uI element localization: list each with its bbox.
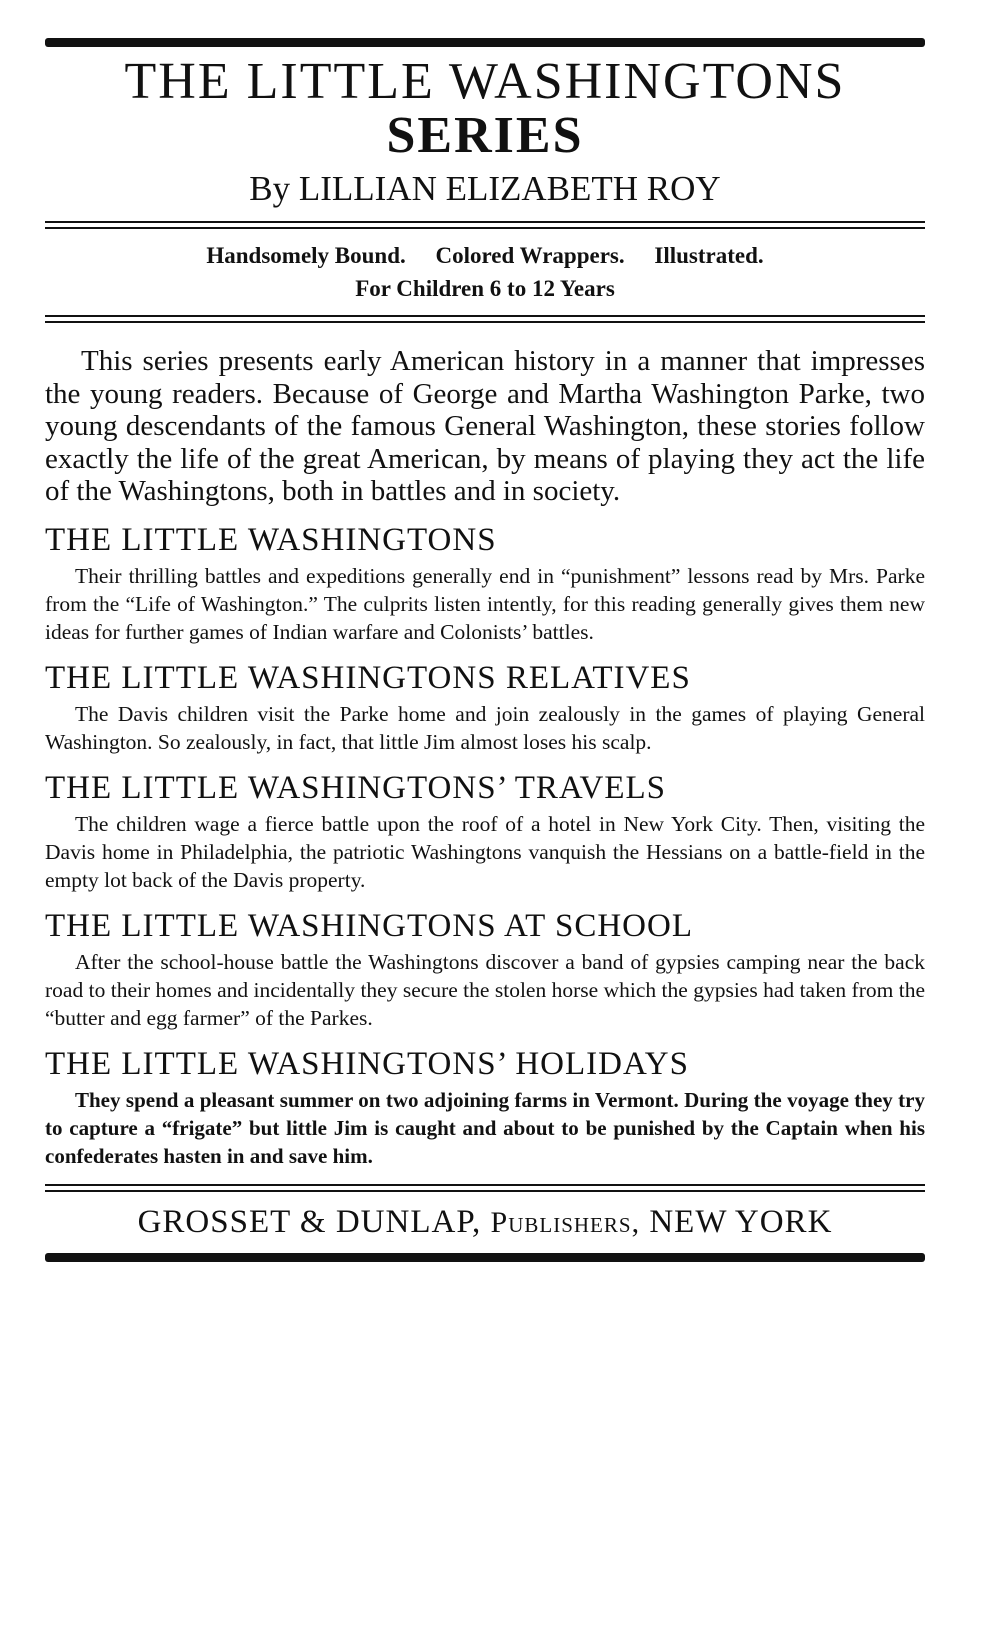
book-entry [45,906,925,1032]
top-heavy-rule [45,38,925,47]
series-subtitle: SERIES [386,107,584,164]
divider-rule [45,321,925,323]
book-entry [45,658,925,756]
series-title: THE LITTLE WASHINGTONS [124,53,846,110]
book-description: They spend a pleasant summer on two adjoining farms in Vermont. During the voyage they try to capture a “frigate” but little Jim is caught and about to be punished by the Captain when his confederates hasten in and save him. [45,1087,925,1168]
author-line: By LILLIAN ELIZABETH ROY [249,169,721,208]
feature-item: Handsomely Bound. [206,243,406,268]
series-intro: This series presents early American history in a manner that impresses the young readers. Because of George and Martha Washington Parke, two young descendants of the famous General Washington, these stories follow exactly the life of the great American, by means of playing they act the life of the Washingtons, both in battles and in society. [45,345,925,507]
book-description: Their thrilling battles and expeditions generally end in “punishment” lessons read by Mrs. Parke from the “Life of Washington.” The culprits listen intently, for this reading generally gives them new ideas for further games of Indian warfare and Colonists’ battles. [45,563,925,644]
book-title: THE LITTLE WASHINGTONS RELATIVES [45,659,691,696]
book-entry [45,520,925,646]
advertisement-page [45,38,925,1262]
book-description: The Davis children visit the Parke home and join zealously in the games of playing General Washington. So zealously, in fact, that little Jim almost loses his scalp. [45,701,925,754]
divider-rule [45,1190,925,1192]
bottom-heavy-rule [45,1253,925,1262]
book-description: After the school-house battle the Washingtons discover a band of gypsies camping near the back road to their homes and incidentally they secure the stolen horse which the gypsies had taken from the “butter and egg farmer” of the Parkes. [45,949,925,1030]
publisher-city: NEW YORK [649,1203,833,1240]
age-range: For Children 6 to 12 Years [355,276,615,301]
publisher-role: Publishers, [490,1205,641,1239]
feature-item: Colored Wrappers. [435,243,625,268]
features-block [45,239,925,305]
book-title: THE LITTLE WASHINGTONS [45,521,497,558]
publisher-line [45,1202,925,1243]
publisher-name: GROSSET & DUNLAP, [137,1203,482,1240]
book-entry [45,768,925,894]
divider-rule [45,227,925,229]
book-entry [45,1044,925,1170]
book-title: THE LITTLE WASHINGTONS AT SCHOOL [45,907,693,944]
feature-list [45,239,925,272]
book-title: THE LITTLE WASHINGTONS’ HOLIDAYS [45,1045,689,1082]
feature-item: Illustrated. [654,243,764,268]
book-title: THE LITTLE WASHINGTONS’ TRAVELS [45,769,667,806]
book-description: The children wage a fierce battle upon the roof of a hotel in New York City. Then, visiting the Davis home in Philadelphia, the patriotic Washingtons vanquish the Hessians on a battle-field in the empty lot back of the Davis property. [45,811,925,892]
